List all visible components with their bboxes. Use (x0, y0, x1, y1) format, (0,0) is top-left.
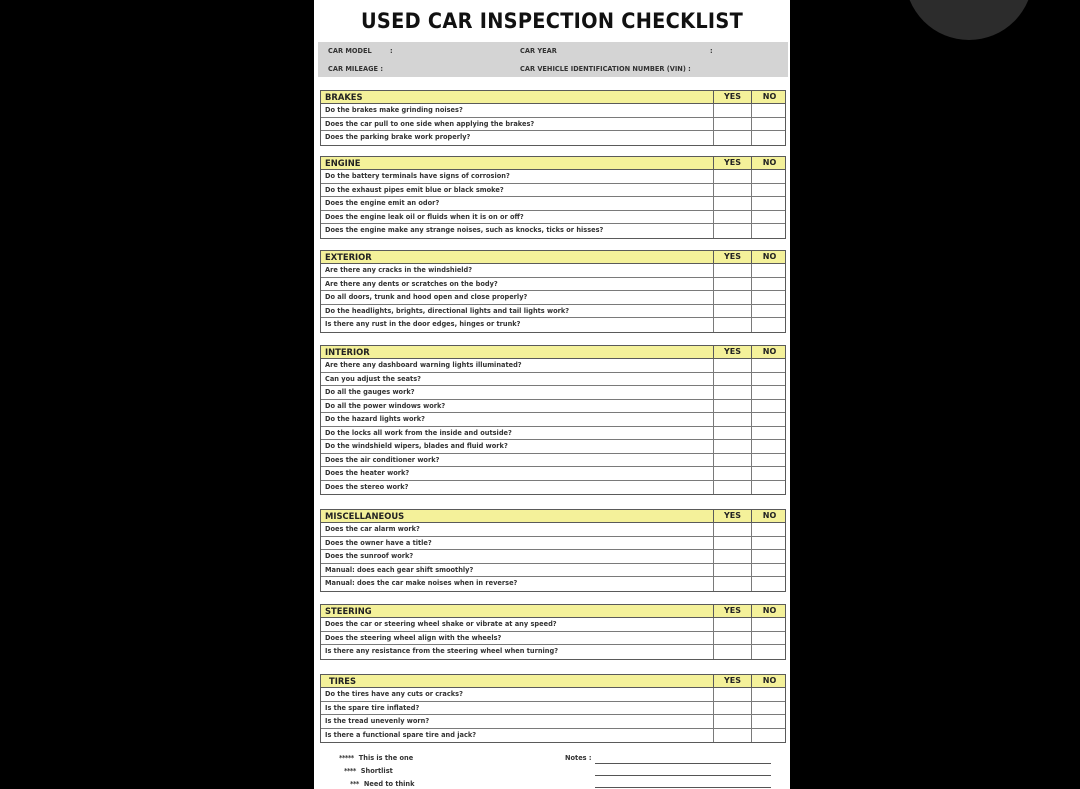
no-checkbox[interactable] (751, 564, 787, 577)
checklist-row (321, 197, 785, 211)
no-checkbox[interactable] (751, 702, 787, 715)
checklist-row (321, 224, 785, 238)
yes-checkbox[interactable] (713, 386, 751, 399)
yes-checkbox[interactable] (713, 131, 751, 145)
yes-checkbox[interactable] (713, 440, 751, 453)
question-text: Do the locks all work from the inside and outside? (325, 428, 512, 437)
no-column-header: NO (751, 510, 787, 522)
question-text: Does the air conditioner work? (325, 455, 440, 464)
checklist-row (321, 373, 785, 387)
no-column-header: NO (751, 346, 787, 358)
no-checkbox[interactable] (751, 688, 787, 701)
no-checkbox[interactable] (751, 224, 787, 238)
checklist-row (321, 104, 785, 118)
section-title: ENGINE (325, 158, 361, 168)
checklist-row (321, 537, 785, 551)
section-header (321, 510, 785, 523)
page-title: USED CAR INSPECTION CHECKLIST (360, 9, 744, 33)
checklist-row (321, 702, 785, 716)
question-text: Manual: does the car make noises when in reverse? (325, 579, 518, 587)
section-header (321, 91, 785, 104)
question-text: Are there any dashboard warning lights illuminated? (325, 361, 522, 369)
no-checkbox[interactable] (751, 104, 787, 117)
section-steering (320, 604, 786, 660)
checklist-row (321, 523, 785, 537)
section-tires (320, 674, 786, 743)
no-checkbox[interactable] (751, 386, 787, 399)
question-text: Is the spare tire inflated? (325, 703, 420, 712)
no-checkbox[interactable] (751, 131, 787, 145)
no-checkbox[interactable] (751, 373, 787, 386)
yes-checkbox[interactable] (713, 577, 751, 591)
checklist-row (321, 278, 785, 292)
yes-checkbox[interactable] (713, 118, 751, 131)
checklist-row (321, 211, 785, 225)
car-mileage-label: CAR MILEAGE : (328, 65, 383, 73)
car-model-colon: : (390, 47, 393, 55)
yes-checkbox[interactable] (713, 400, 751, 413)
yes-checkbox[interactable] (713, 729, 751, 743)
notes-line[interactable] (595, 775, 771, 776)
no-checkbox[interactable] (751, 413, 787, 426)
section-title: EXTERIOR (325, 252, 372, 262)
no-column-header: NO (751, 251, 787, 263)
question-text: Do all doors, trunk and hood open and close properly? (325, 293, 528, 301)
no-column-header: NO (751, 605, 787, 617)
checklist-row (321, 131, 785, 145)
question-text: Do all the gauges work? (325, 388, 415, 396)
legend-item (344, 767, 393, 775)
yes-checkbox[interactable] (713, 715, 751, 728)
no-checkbox[interactable] (751, 467, 787, 480)
yes-checkbox[interactable] (713, 170, 751, 183)
yes-checkbox[interactable] (713, 373, 751, 386)
yes-column-header: YES (713, 251, 751, 263)
checklist-row (321, 577, 785, 591)
section-title: MISCELLANEOUS (325, 511, 405, 521)
yes-checkbox[interactable] (713, 454, 751, 467)
yes-checkbox[interactable] (713, 359, 751, 372)
yes-checkbox[interactable] (713, 481, 751, 495)
checklist-row (321, 454, 785, 468)
question-text: Does the car alarm work? (325, 525, 420, 533)
section-title: BRAKES (325, 92, 363, 102)
no-checkbox[interactable] (751, 577, 787, 591)
checklist-row (321, 359, 785, 373)
question-text: Does the car or steering wheel shake or vibrate at any speed? (325, 620, 557, 628)
no-checkbox[interactable] (751, 305, 787, 318)
legend-item (350, 780, 415, 788)
no-checkbox[interactable] (751, 400, 787, 413)
no-checkbox[interactable] (751, 715, 787, 728)
vin-label: CAR VEHICLE IDENTIFICATION NUMBER (VIN) : (520, 65, 691, 73)
yes-checkbox[interactable] (713, 688, 751, 701)
section-brakes (320, 90, 786, 146)
yes-column-header: YES (713, 675, 751, 687)
no-checkbox[interactable] (751, 427, 787, 440)
checklist-row (321, 400, 785, 414)
question-text: Does the sunroof work? (325, 552, 414, 560)
car-model-label: CAR MODEL (328, 47, 372, 55)
question-text: Are there any dents or scratches on the body? (325, 279, 498, 288)
no-checkbox[interactable] (751, 211, 787, 224)
yes-checkbox[interactable] (713, 104, 751, 117)
question-text: Does the heater work? (325, 469, 410, 477)
checklist-row (321, 715, 785, 729)
question-text: Does the steering wheel align with the wheels? (325, 633, 502, 642)
section-title: INTERIOR (325, 347, 370, 357)
section-header (321, 675, 785, 688)
question-text: Does the parking brake work properly? (325, 133, 471, 141)
section-miscellaneous (320, 509, 786, 592)
yes-checkbox[interactable] (713, 427, 751, 440)
yes-checkbox[interactable] (713, 278, 751, 291)
yes-column-header: YES (713, 91, 751, 103)
question-text: Is there a functional spare tire and jack? (325, 730, 477, 739)
question-text: Is the tread unevenly worn? (325, 717, 430, 725)
no-column-header: NO (751, 91, 787, 103)
legend-label: Need to think (363, 780, 415, 788)
yes-checkbox[interactable] (713, 645, 751, 659)
checklist-row (321, 550, 785, 564)
no-checkbox[interactable] (751, 278, 787, 291)
no-column-header: NO (751, 157, 787, 169)
no-checkbox[interactable] (751, 481, 787, 495)
question-text: Does the engine leak oil or fluids when it is on or off? (325, 212, 524, 221)
yes-column-header: YES (713, 157, 751, 169)
no-checkbox[interactable] (751, 729, 787, 743)
section-title: TIRES (329, 676, 357, 686)
yes-checkbox[interactable] (713, 632, 751, 645)
no-column-header: NO (751, 675, 787, 687)
checklist-row (321, 427, 785, 441)
yes-checkbox[interactable] (713, 318, 751, 332)
rating-stars: *** (350, 780, 359, 788)
question-text: Is there any rust in the door edges, hinges or trunk? (325, 320, 521, 328)
section-engine (320, 156, 786, 239)
no-checkbox[interactable] (751, 264, 787, 277)
legend-item (339, 754, 413, 762)
question-text: Can you adjust the seats? (325, 374, 421, 383)
yes-checkbox[interactable] (713, 305, 751, 318)
yes-column-header: YES (713, 605, 751, 617)
corner-circle-overlay (905, 0, 1033, 40)
checklist-row (321, 467, 785, 481)
question-text: Do the battery terminals have signs of corrosion? (325, 172, 510, 180)
question-text: Manual: does each gear shift smoothly? (325, 565, 474, 574)
question-text: Does the stereo work? (325, 482, 409, 491)
checklist-row (321, 305, 785, 319)
checklist-row (321, 564, 785, 578)
checklist-row (321, 645, 785, 659)
no-checkbox[interactable] (751, 440, 787, 453)
section-exterior (320, 250, 786, 333)
question-text: Do the windshield wipers, blades and fluid work? (325, 442, 508, 450)
no-checkbox[interactable] (751, 318, 787, 332)
yes-checkbox[interactable] (713, 537, 751, 550)
yes-column-header: YES (713, 346, 751, 358)
checklist-row (321, 264, 785, 278)
car-info-bar (318, 42, 788, 77)
yes-checkbox[interactable] (713, 197, 751, 210)
question-text: Does the engine make any strange noises, such as knocks, ticks or hisses? (325, 226, 604, 234)
yes-checkbox[interactable] (713, 523, 751, 536)
question-text: Are there any cracks in the windshield? (325, 266, 473, 274)
no-checkbox[interactable] (751, 523, 787, 536)
no-checkbox[interactable] (751, 359, 787, 372)
no-checkbox[interactable] (751, 170, 787, 183)
section-header (321, 346, 785, 359)
yes-column-header: YES (713, 510, 751, 522)
no-checkbox[interactable] (751, 197, 787, 210)
checklist-row (321, 118, 785, 132)
checklist-row (321, 184, 785, 198)
checklist-row (321, 318, 785, 332)
yes-checkbox[interactable] (713, 467, 751, 480)
question-text: Does the owner have a title? (325, 538, 432, 547)
yes-checkbox[interactable] (713, 264, 751, 277)
section-interior (320, 345, 786, 495)
question-text: Do all the power windows work? (325, 401, 446, 410)
question-text: Do the exhaust pipes emit blue or black smoke? (325, 185, 504, 194)
checklist-row (321, 632, 785, 646)
no-checkbox[interactable] (751, 291, 787, 304)
checklist-row (321, 618, 785, 632)
notes-label: Notes : (565, 754, 592, 762)
section-header (321, 251, 785, 264)
legend-label: Shortlist (360, 767, 393, 775)
yes-checkbox[interactable] (713, 564, 751, 577)
no-checkbox[interactable] (751, 645, 787, 659)
checklist-row (321, 440, 785, 454)
checklist-row (321, 170, 785, 184)
no-checkbox[interactable] (751, 118, 787, 131)
car-year-label: CAR YEAR (520, 47, 557, 55)
question-text: Do the hazard lights work? (325, 415, 426, 423)
checklist-row (321, 413, 785, 427)
yes-checkbox[interactable] (713, 702, 751, 715)
question-text: Does the car pull to one side when applying the brakes? (325, 119, 535, 128)
checklist-row (321, 729, 785, 743)
car-year-colon: : (710, 47, 713, 55)
checklist-sheet (314, 0, 790, 789)
question-text: Do the brakes make grinding noises? (325, 106, 463, 114)
section-header (321, 605, 785, 618)
yes-checkbox[interactable] (713, 291, 751, 304)
no-checkbox[interactable] (751, 454, 787, 467)
checklist-row (321, 291, 785, 305)
yes-checkbox[interactable] (713, 211, 751, 224)
no-checkbox[interactable] (751, 184, 787, 197)
section-title: STEERING (325, 606, 372, 616)
no-checkbox[interactable] (751, 632, 787, 645)
question-text: Is there any resistance from the steering wheel when turning? (325, 647, 559, 655)
section-header (321, 157, 785, 170)
rating-stars: ***** (339, 754, 354, 762)
legend-label: This is the one (358, 754, 414, 762)
no-checkbox[interactable] (751, 618, 787, 631)
checklist-row (321, 386, 785, 400)
question-text: Do the headlights, brights, directional lights and tail lights work? (325, 306, 570, 315)
yes-checkbox[interactable] (713, 618, 751, 631)
checklist-row (321, 688, 785, 702)
question-text: Do the tires have any cuts or cracks? (325, 690, 463, 698)
notes-line[interactable] (595, 787, 771, 788)
no-checkbox[interactable] (751, 550, 787, 563)
notes-line[interactable] (595, 763, 771, 764)
rating-stars: **** (344, 767, 356, 775)
yes-checkbox[interactable] (713, 550, 751, 563)
no-checkbox[interactable] (751, 537, 787, 550)
yes-checkbox[interactable] (713, 224, 751, 238)
yes-checkbox[interactable] (713, 413, 751, 426)
checklist-row (321, 481, 785, 495)
question-text: Does the engine emit an odor? (325, 199, 440, 207)
yes-checkbox[interactable] (713, 184, 751, 197)
